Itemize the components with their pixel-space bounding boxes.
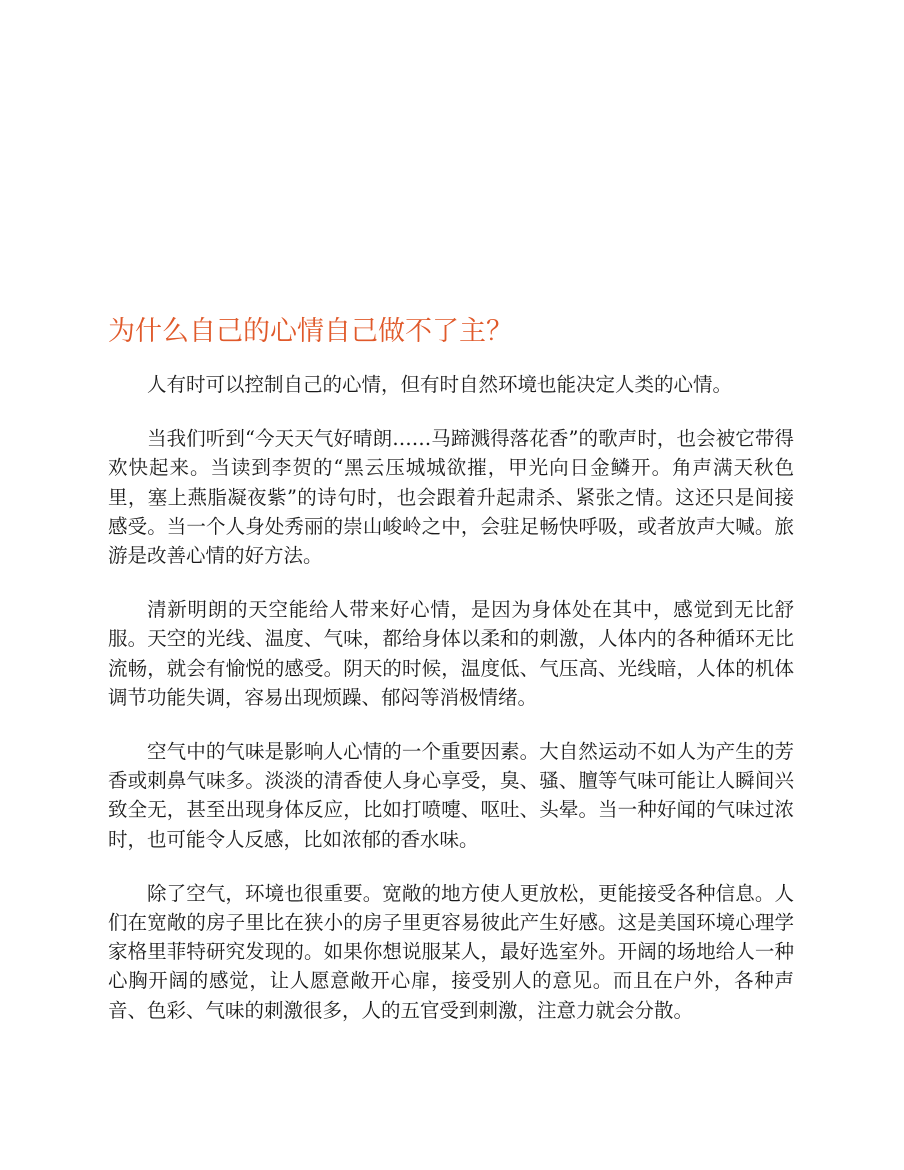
paragraph-5: 除了空气，环境也很重要。宽敞的地方使人更放松，更能接受各种信息。人们在宽敞的房子里比在狭小的房子里更容易彼此产生好感。这是美国环境心理学家格里菲特研究发现的。如果你想说服某人，最好选室外。开阔的场地给人一种心胸开阔的感觉，让人愿意敞开心扉，接受别人的意见。而且在户外，各种声音、色彩、气味的刺激很多，人的五官受到刺激，注意力就会分散。 (108, 881, 794, 1022)
page-title: 为什么自己的心情自己做不了主？ (108, 316, 513, 347)
paragraph-2: 当我们听到“今天天气好晴朗……马蹄溅得落花香”的歌声时，也会被它带得欢快起来。当读到李贺的“黑云压城城欲摧，甲光向日金鳞开。角声满天秋色里，塞上燕脂凝夜紫”的诗句时，也会跟着升起肃杀、紧张之情。这还只是间接感受。当一个人身处秀丽的崇山峻岭之中，会驻足畅快呼吸，或者放声大喊。旅游是改善心情的好方法。 (108, 427, 794, 568)
paragraph-4: 空气中的气味是影响人心情的一个重要因素。大自然运动不如人为产生的芳香或刺鼻气味多。淡淡的清香使人身心享受，臭、骚、膻等气味可能让人瞬间兴致全无，甚至出现身体反应，比如打喷嚏、呕吐、头晕。当一种好闻的气味过浓时，也可能令人反感，比如浓郁的香水味。 (108, 740, 794, 851)
article-body (108, 370, 794, 1050)
paragraph-1: 人有时可以控制自己的心情，但有时自然环境也能决定人类的心情。 (147, 373, 733, 396)
paragraph-3: 清新明朗的天空能给人带来好心情，是因为身体处在其中，感觉到无比舒服。天空的光线、温度、气味，都给身体以柔和的刺激，人体内的各种循环无比流畅，就会有愉悦的感受。阴天的时候，温度低、气压高、光线暗，人体的机体调节功能失调，容易出现烦躁、郁闷等消极情绪。 (108, 598, 794, 709)
